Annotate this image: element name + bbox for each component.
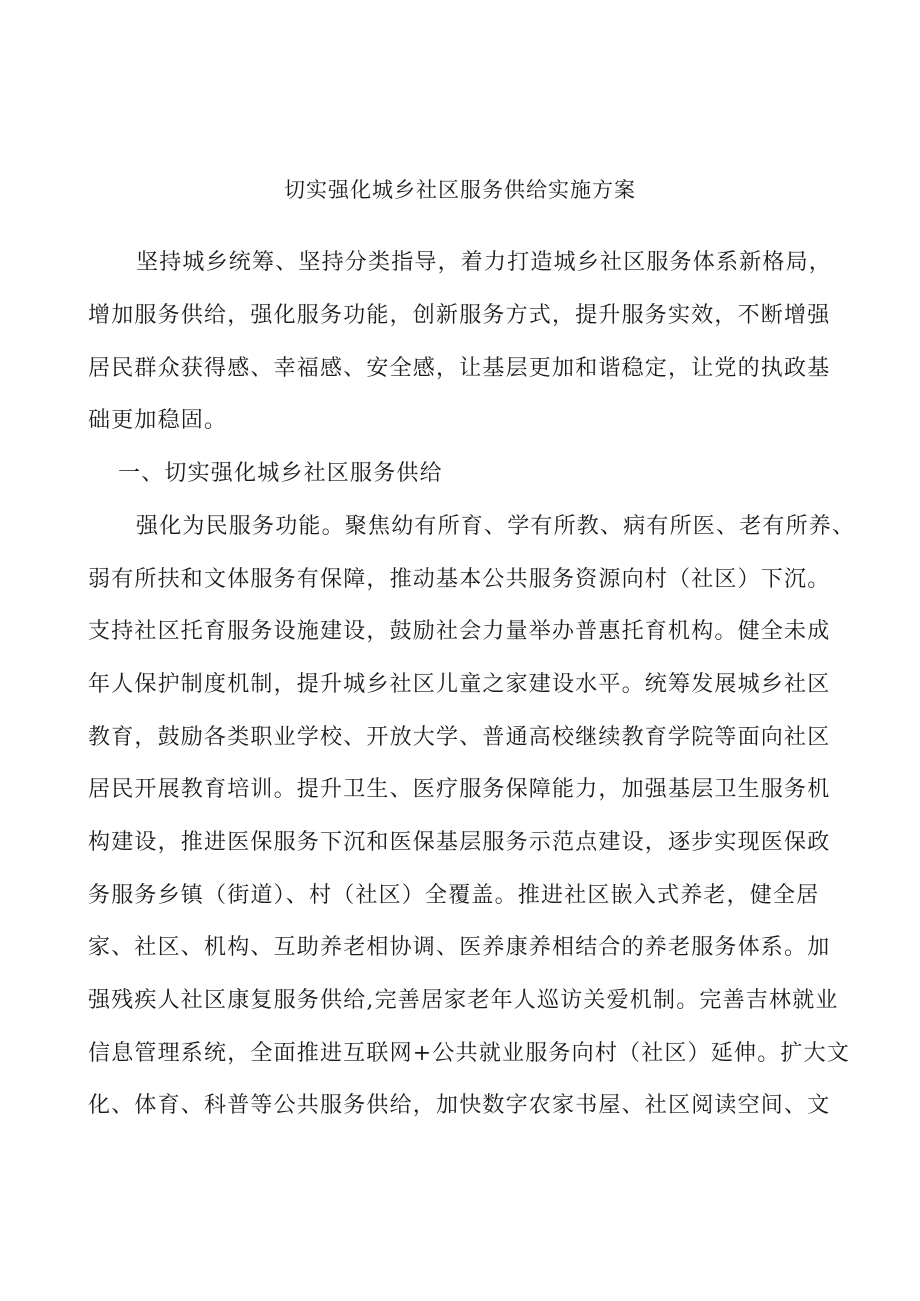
body-line-1: 强化为民服务功能。聚焦幼有所育、学有所教、病有所医、老有所养、	[136, 514, 856, 539]
body-line-10: 强残疾人社区康复服务供给,完善居家老年人巡访关爱机制。完善吉林就业	[88, 988, 839, 1013]
intro-line-2: 增加服务供给，强化服务功能，创新服务方式，提升服务实效，不断增强	[88, 303, 831, 328]
document-title: 切实强化城乡社区服务供给实施方案	[284, 178, 636, 202]
body-line-7: 构建设，推进医保服务下沉和医保基层服务示范点建设，逐步实现医保政	[88, 830, 831, 855]
intro-line-1: 坚持城乡统筹、坚持分类指导，着力打造城乡社区服务体系新格局，	[136, 250, 833, 275]
body-line-11: 信息管理系统，全面推进互联网+公共就业服务向村（社区）延伸。扩大文	[88, 1041, 851, 1066]
body-line-9: 家、社区、机构、互助养老相协调、医养康养相结合的养老服务体系。加	[88, 935, 831, 960]
intro-line-3: 居民群众获得感、幸福感、安全感，让基层更加和谐稳定，让党的执政基	[88, 356, 831, 381]
body-line-5: 教育，鼓励各类职业学校、开放大学、普通高校继续教育学院等面向社区	[88, 725, 831, 750]
body-line-3: 支持社区托育服务设施建设，鼓励社会力量举办普惠托育机构。健全未成	[88, 619, 831, 644]
body-line-2: 弱有所扶和文体服务有保障，推动基本公共服务资源向村（社区）下沉。	[88, 567, 831, 592]
body-line-8: 务服务乡镇（街道）、村（社区）全覆盖。推进社区嵌入式养老，健全居	[88, 883, 820, 908]
body-line-4: 年人保护制度机制，提升城乡社区儿童之家建设水平。统筹发展城乡社区	[88, 672, 831, 697]
intro-line-4: 础更加稳固。	[88, 408, 228, 433]
body-line-6: 居民开展教育培训。提升卫生、医疗服务保障能力，加强基层卫生服务机	[88, 777, 831, 802]
section-heading: 一、切实强化城乡社区服务供给	[118, 461, 443, 486]
body-line-12: 化、体育、科普等公共服务供给，加快数字农家书屋、社区阅读空间、文	[88, 1093, 831, 1118]
